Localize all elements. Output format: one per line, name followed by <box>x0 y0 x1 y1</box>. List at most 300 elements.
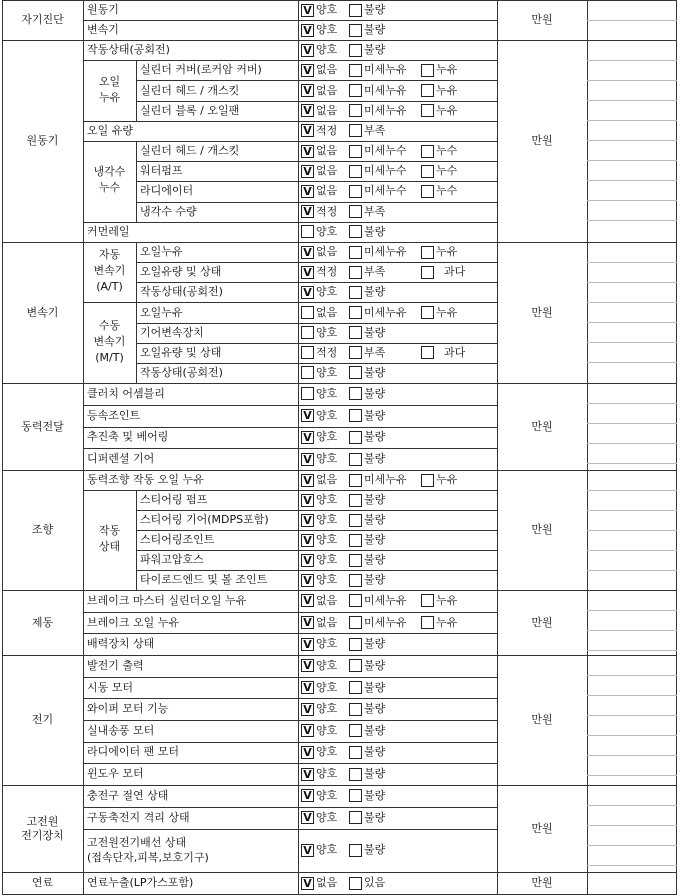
section-divider <box>2 242 588 243</box>
option-label: 적정 <box>316 124 338 137</box>
item-label: 배력장치 상태 <box>87 637 155 650</box>
checkbox-checked[interactable]: V <box>301 616 314 629</box>
row-divider <box>136 161 498 162</box>
section-divider <box>2 40 588 41</box>
amount-unit: 만원 <box>531 134 553 147</box>
checkbox-checked[interactable]: V <box>301 124 314 137</box>
option-label: 양호 <box>316 387 338 400</box>
checkbox[interactable] <box>301 366 314 379</box>
column-divider <box>587 785 588 873</box>
checkbox[interactable] <box>349 266 362 279</box>
checkbox[interactable] <box>349 225 362 238</box>
checkbox[interactable] <box>349 594 362 607</box>
checkbox-checked[interactable]: V <box>301 574 314 587</box>
remark-row-line <box>587 650 677 651</box>
option-label: 불량 <box>364 43 386 56</box>
item-label: 시동 모터 <box>87 681 134 694</box>
item-label: 기어변속장치 <box>140 326 204 339</box>
checkbox[interactable] <box>421 306 434 319</box>
item-label: 라디에이터 <box>140 184 194 197</box>
remark-row-line <box>587 695 677 696</box>
table-right-border <box>676 0 677 895</box>
remark-row-line <box>587 490 677 491</box>
option-label: 양호 <box>316 23 338 36</box>
checkbox[interactable] <box>421 145 434 158</box>
row-divider <box>136 181 498 182</box>
category-title: 전기장치 <box>21 828 64 842</box>
item-label: 작동상태(공회전) <box>140 285 223 298</box>
option-label: 불량 <box>364 843 386 856</box>
option-label: 누유 <box>436 245 458 258</box>
item-label: 스티어링 기어(MDPS포함) <box>140 513 269 526</box>
category-title: 전기 <box>31 713 54 726</box>
checkbox[interactable] <box>349 616 362 629</box>
checkbox[interactable] <box>349 811 362 824</box>
checkbox-checked[interactable]: V <box>301 877 314 890</box>
option-label: 부족 <box>364 124 386 137</box>
option-label: 불량 <box>364 326 386 339</box>
checkbox[interactable] <box>349 877 362 890</box>
item-label: 냉각수 수량 <box>140 205 197 218</box>
row-divider <box>136 101 498 102</box>
checkbox-checked[interactable]: V <box>301 768 314 781</box>
checkbox-checked[interactable]: V <box>301 145 314 158</box>
item-label: 고전원전기배선 상태 (접속단자,피복,보호기구) <box>87 836 209 865</box>
checkbox[interactable] <box>301 326 314 339</box>
row-divider <box>136 282 498 283</box>
option-label: 미세누유 <box>364 84 407 97</box>
item-label: 구동축전지 격리 상태 <box>87 811 190 824</box>
option-label: 없음 <box>316 245 338 258</box>
item-label: 커먼레일 <box>87 225 130 238</box>
row-divider <box>136 550 498 551</box>
option-label: 양호 <box>316 225 338 238</box>
remark-row-line <box>587 180 677 181</box>
option-label: 누유 <box>436 63 458 76</box>
option-label: 적정 <box>316 265 338 278</box>
remark-row-line <box>587 100 677 101</box>
checkbox-checked[interactable]: V <box>301 811 314 824</box>
option-label: 불량 <box>364 387 386 400</box>
option-label: 누수 <box>436 144 458 157</box>
remark-row-line <box>587 140 677 141</box>
checkbox[interactable] <box>349 474 362 487</box>
remark-row-line <box>587 80 677 81</box>
row-divider <box>136 570 498 571</box>
checkbox[interactable] <box>349 387 362 400</box>
remark-row-line <box>587 550 677 551</box>
row-divider <box>83 20 498 21</box>
checkbox-checked[interactable]: V <box>301 409 314 422</box>
checkbox-checked[interactable]: V <box>301 205 314 218</box>
option-label: 미세누수 <box>364 144 407 157</box>
row-divider <box>83 698 498 699</box>
option-label: 양호 <box>316 767 338 780</box>
section-divider <box>587 0 677 1</box>
option-label: 미세누유 <box>364 473 407 486</box>
checkbox[interactable] <box>349 514 362 527</box>
row-divider <box>83 448 498 449</box>
section-divider <box>587 655 677 656</box>
checkbox[interactable] <box>349 145 362 158</box>
checkbox[interactable] <box>349 638 362 651</box>
option-label: 미세누수 <box>364 184 407 197</box>
option-label: 누유 <box>436 616 458 629</box>
checkbox[interactable] <box>349 205 362 218</box>
option-label: 불량 <box>364 637 386 650</box>
option-label: 양호 <box>316 745 338 758</box>
checkbox[interactable] <box>421 594 434 607</box>
group-title: (M/T) <box>95 350 124 364</box>
checkbox[interactable] <box>349 431 362 444</box>
row-divider <box>83 742 498 743</box>
option-label: 누유 <box>436 104 458 117</box>
checkbox[interactable] <box>349 4 362 17</box>
option-label: 없음 <box>316 306 338 319</box>
section-divider <box>2 470 588 471</box>
checkbox-checked[interactable]: V <box>301 844 314 857</box>
option-label: 불량 <box>364 702 386 715</box>
remark-row-line <box>587 845 677 846</box>
item-label: 오일누유 <box>140 245 183 258</box>
item-label: 충전구 절연 상태 <box>87 789 169 802</box>
remark-row-line <box>587 755 677 756</box>
option-label: 미세누유 <box>364 306 407 319</box>
checkbox[interactable] <box>421 165 434 178</box>
checkbox[interactable] <box>349 165 362 178</box>
checkbox-checked[interactable]: V <box>301 703 314 716</box>
category-title: 조향 <box>31 523 54 536</box>
option-label: 양호 <box>316 533 338 546</box>
option-label: 양호 <box>316 811 338 824</box>
column-divider <box>83 590 84 656</box>
checkbox-checked[interactable]: V <box>301 165 314 178</box>
option-label: 불량 <box>364 681 386 694</box>
checkbox-checked[interactable]: V <box>301 44 314 57</box>
row-divider <box>83 302 498 303</box>
checkbox-checked[interactable]: V <box>301 185 314 198</box>
checkbox[interactable] <box>421 64 434 77</box>
option-label: 불량 <box>364 789 386 802</box>
item-label: 라디에이터 팬 모터 <box>87 745 180 758</box>
option-label: 양호 <box>316 285 338 298</box>
row-divider <box>83 405 498 406</box>
column-divider <box>83 872 84 895</box>
checkbox[interactable] <box>421 266 434 279</box>
checkbox[interactable] <box>349 574 362 587</box>
checkbox-checked[interactable]: V <box>301 453 314 466</box>
checkbox[interactable] <box>349 286 362 299</box>
item-label: 클러치 어셈블리 <box>87 387 165 400</box>
option-label: 미세누유 <box>364 63 407 76</box>
option-label: 누유 <box>436 594 458 607</box>
checkbox-checked[interactable]: V <box>301 514 314 527</box>
column-divider <box>587 40 588 243</box>
checkbox[interactable] <box>421 185 434 198</box>
group-title: 오일 <box>98 74 121 88</box>
option-label: 양호 <box>316 637 338 650</box>
option-label: 양호 <box>316 702 338 715</box>
remark-row-line <box>587 775 677 776</box>
checkbox[interactable] <box>349 185 362 198</box>
option-label: 미세누유 <box>364 594 407 607</box>
checkbox[interactable] <box>349 24 362 37</box>
section-divider <box>587 470 677 471</box>
item-label: 추진축 및 베어링 <box>87 430 169 443</box>
row-divider <box>83 763 498 764</box>
remark-row-line <box>587 60 677 61</box>
row-divider <box>83 633 498 634</box>
option-label: 누수 <box>436 164 458 177</box>
checkbox-checked[interactable]: V <box>301 286 314 299</box>
checkbox[interactable] <box>349 409 362 422</box>
option-label: 미세누유 <box>364 245 407 258</box>
item-label: 스티어링 펌프 <box>140 493 208 506</box>
option-label: 양호 <box>316 843 338 856</box>
option-label: 불량 <box>364 573 386 586</box>
category-title: 원동기 <box>26 134 59 147</box>
group-title: 수동 <box>98 318 121 332</box>
remark-row-line <box>587 735 677 736</box>
remark-row-line <box>587 443 677 444</box>
checkbox-checked[interactable]: V <box>301 638 314 651</box>
section-divider <box>2 872 588 873</box>
item-label: 오일유량 및 상태 <box>140 265 222 278</box>
row-divider <box>136 530 498 531</box>
option-label: 누수 <box>436 184 458 197</box>
option-label: 불량 <box>364 659 386 672</box>
option-label: 양호 <box>316 789 338 802</box>
table-bottom-border <box>2 894 677 895</box>
column-divider <box>298 590 299 656</box>
checkbox[interactable] <box>349 844 362 857</box>
checkbox-checked[interactable]: V <box>301 746 314 759</box>
option-label: 양호 <box>316 553 338 566</box>
checkbox[interactable] <box>301 225 314 238</box>
group-title: (A/T) <box>96 280 123 294</box>
column-divider <box>587 590 588 656</box>
remark-row-line <box>587 805 677 806</box>
column-divider <box>136 60 137 122</box>
option-label: 불량 <box>364 767 386 780</box>
item-label: 오일누유 <box>140 306 183 319</box>
section-divider <box>587 590 677 591</box>
section-divider <box>587 383 677 384</box>
remark-row-line <box>587 342 677 343</box>
checkbox-checked[interactable]: V <box>301 534 314 547</box>
checkbox[interactable] <box>349 659 362 672</box>
checkbox-checked[interactable]: V <box>301 4 314 17</box>
category-title: 변속기 <box>26 305 59 319</box>
checkbox[interactable] <box>349 746 362 759</box>
checkbox-checked[interactable]: V <box>301 431 314 444</box>
checkbox[interactable] <box>349 789 362 802</box>
checkbox[interactable] <box>301 387 314 400</box>
checkbox[interactable] <box>349 84 362 97</box>
checkbox[interactable] <box>349 246 362 259</box>
remark-row-line <box>587 282 677 283</box>
section-divider <box>587 242 677 243</box>
group-title: 변속기 <box>93 334 126 348</box>
remark-row-line <box>587 302 677 303</box>
checkbox-checked[interactable]: V <box>301 554 314 567</box>
row-divider <box>136 202 498 203</box>
checkbox[interactable] <box>421 616 434 629</box>
item-label: 타이로드엔드 및 볼 조인트 <box>140 573 268 586</box>
item-label: 동력조향 작동 오일 누유 <box>87 473 204 486</box>
option-label: 양호 <box>316 430 338 443</box>
option-label: 불량 <box>364 23 386 36</box>
remark-row-line <box>587 200 677 201</box>
item-label: 브레이크 오일 누유 <box>87 616 180 629</box>
checkbox[interactable] <box>349 124 362 137</box>
item-label: 브레이크 마스터 실린더오일 누유 <box>87 594 247 607</box>
remark-row-line <box>587 865 677 866</box>
option-label: 과다 <box>444 346 466 359</box>
option-label: 없음 <box>316 876 338 889</box>
checkbox[interactable] <box>349 724 362 737</box>
row-divider <box>136 343 498 344</box>
column-divider <box>298 872 299 895</box>
remark-row-line <box>587 262 677 263</box>
checkbox[interactable] <box>349 703 362 716</box>
option-label: 양호 <box>316 366 338 379</box>
category-title: 연료 <box>31 876 54 889</box>
checkbox-checked[interactable]: V <box>301 84 314 97</box>
group-title: 누수 <box>98 181 121 195</box>
checkbox[interactable] <box>301 306 314 319</box>
section-divider <box>2 590 588 591</box>
group-title: 작동 <box>98 524 121 537</box>
row-divider <box>136 363 498 364</box>
item-label: 실내송풍 모터 <box>87 724 155 737</box>
item-label: 발전기 출력 <box>87 659 144 672</box>
row-divider <box>83 677 498 678</box>
row-divider <box>83 427 498 428</box>
checkbox-checked[interactable]: V <box>301 681 314 694</box>
checkbox-checked[interactable]: V <box>301 789 314 802</box>
row-divider <box>83 60 498 61</box>
checkbox[interactable] <box>349 44 362 57</box>
option-label: 불량 <box>364 366 386 379</box>
checkbox-checked[interactable]: V <box>301 724 314 737</box>
checkbox[interactable] <box>349 494 362 507</box>
column-divider <box>587 383 588 471</box>
row-divider <box>83 121 498 122</box>
row-divider <box>136 323 498 324</box>
remark-row-line <box>587 463 677 464</box>
checkbox[interactable] <box>349 554 362 567</box>
option-label: 부족 <box>364 265 386 278</box>
row-divider <box>136 262 498 263</box>
checkbox[interactable] <box>349 64 362 77</box>
item-label: 실린더 헤드 / 개스킷 <box>140 144 240 157</box>
checkbox-checked[interactable]: V <box>301 474 314 487</box>
checkbox[interactable] <box>349 346 362 359</box>
checkbox[interactable] <box>349 681 362 694</box>
item-label: 실린더 헤드 / 개스킷 <box>140 84 240 97</box>
item-label: 와이퍼 모터 기능 <box>87 702 169 715</box>
option-label: 미세누수 <box>364 164 407 177</box>
column-divider <box>136 242 137 303</box>
row-divider <box>83 141 498 142</box>
checkbox[interactable] <box>301 346 314 359</box>
checkbox[interactable] <box>349 104 362 117</box>
amount-unit: 만원 <box>531 419 553 433</box>
checkbox[interactable] <box>349 768 362 781</box>
item-label: 실린더 커버(로커암 커버) <box>140 63 262 76</box>
checkbox[interactable] <box>421 474 434 487</box>
checkbox[interactable] <box>421 84 434 97</box>
option-label: 불량 <box>364 724 386 737</box>
checkbox-checked[interactable]: V <box>301 659 314 672</box>
remark-row-line <box>587 570 677 571</box>
checkbox-checked[interactable]: V <box>301 594 314 607</box>
remark-row-line <box>587 120 677 121</box>
remark-row-line <box>587 20 677 21</box>
option-label: 적정 <box>316 346 338 359</box>
checkbox-checked[interactable]: V <box>301 24 314 37</box>
checkbox-checked[interactable]: V <box>301 64 314 77</box>
row-divider <box>83 720 498 721</box>
option-label: 양호 <box>316 573 338 586</box>
checkbox[interactable] <box>349 326 362 339</box>
option-label: 불량 <box>364 513 386 526</box>
option-label: 과다 <box>444 265 466 278</box>
item-label: 파워고압호스 <box>140 553 204 566</box>
checkbox[interactable] <box>349 366 362 379</box>
checkbox-checked[interactable]: V <box>301 246 314 259</box>
checkbox-checked[interactable]: V <box>301 104 314 117</box>
item-label: 윈도우 모터 <box>87 767 144 780</box>
row-divider <box>83 612 498 613</box>
option-label: 양호 <box>316 681 338 694</box>
item-label: 변속기 <box>87 23 119 36</box>
category-title: 고전원 <box>26 814 59 828</box>
option-label: 없음 <box>316 184 338 197</box>
checkbox[interactable] <box>349 453 362 466</box>
checkbox[interactable] <box>421 104 434 117</box>
option-label: 불량 <box>364 493 386 506</box>
checkbox[interactable] <box>349 306 362 319</box>
option-label: 없음 <box>316 63 338 76</box>
group-title: 자동 <box>98 248 121 262</box>
checkbox[interactable] <box>421 346 434 359</box>
remark-row-line <box>587 825 677 826</box>
option-label: 불량 <box>364 553 386 566</box>
amount-unit: 만원 <box>531 615 553 629</box>
column-divider <box>587 872 588 895</box>
item-label: 디퍼렌셜 기어 <box>87 452 155 465</box>
item-label: 워터펌프 <box>140 164 183 177</box>
option-label: 양호 <box>316 513 338 526</box>
row-divider <box>136 510 498 511</box>
amount-unit: 만원 <box>531 305 553 319</box>
option-label: 없음 <box>316 616 338 629</box>
item-label: 작동상태(공회전) <box>87 43 170 56</box>
checkbox[interactable] <box>421 246 434 259</box>
option-label: 미세누유 <box>364 104 407 117</box>
option-label: 누유 <box>436 306 458 319</box>
option-label: 불량 <box>364 225 386 238</box>
checkbox-checked[interactable]: V <box>301 266 314 279</box>
category-title: 자기진단 <box>21 13 64 26</box>
remark-row-line <box>587 715 677 716</box>
checkbox-checked[interactable]: V <box>301 494 314 507</box>
checkbox[interactable] <box>349 534 362 547</box>
section-divider <box>587 785 677 786</box>
option-label: 없음 <box>316 594 338 607</box>
